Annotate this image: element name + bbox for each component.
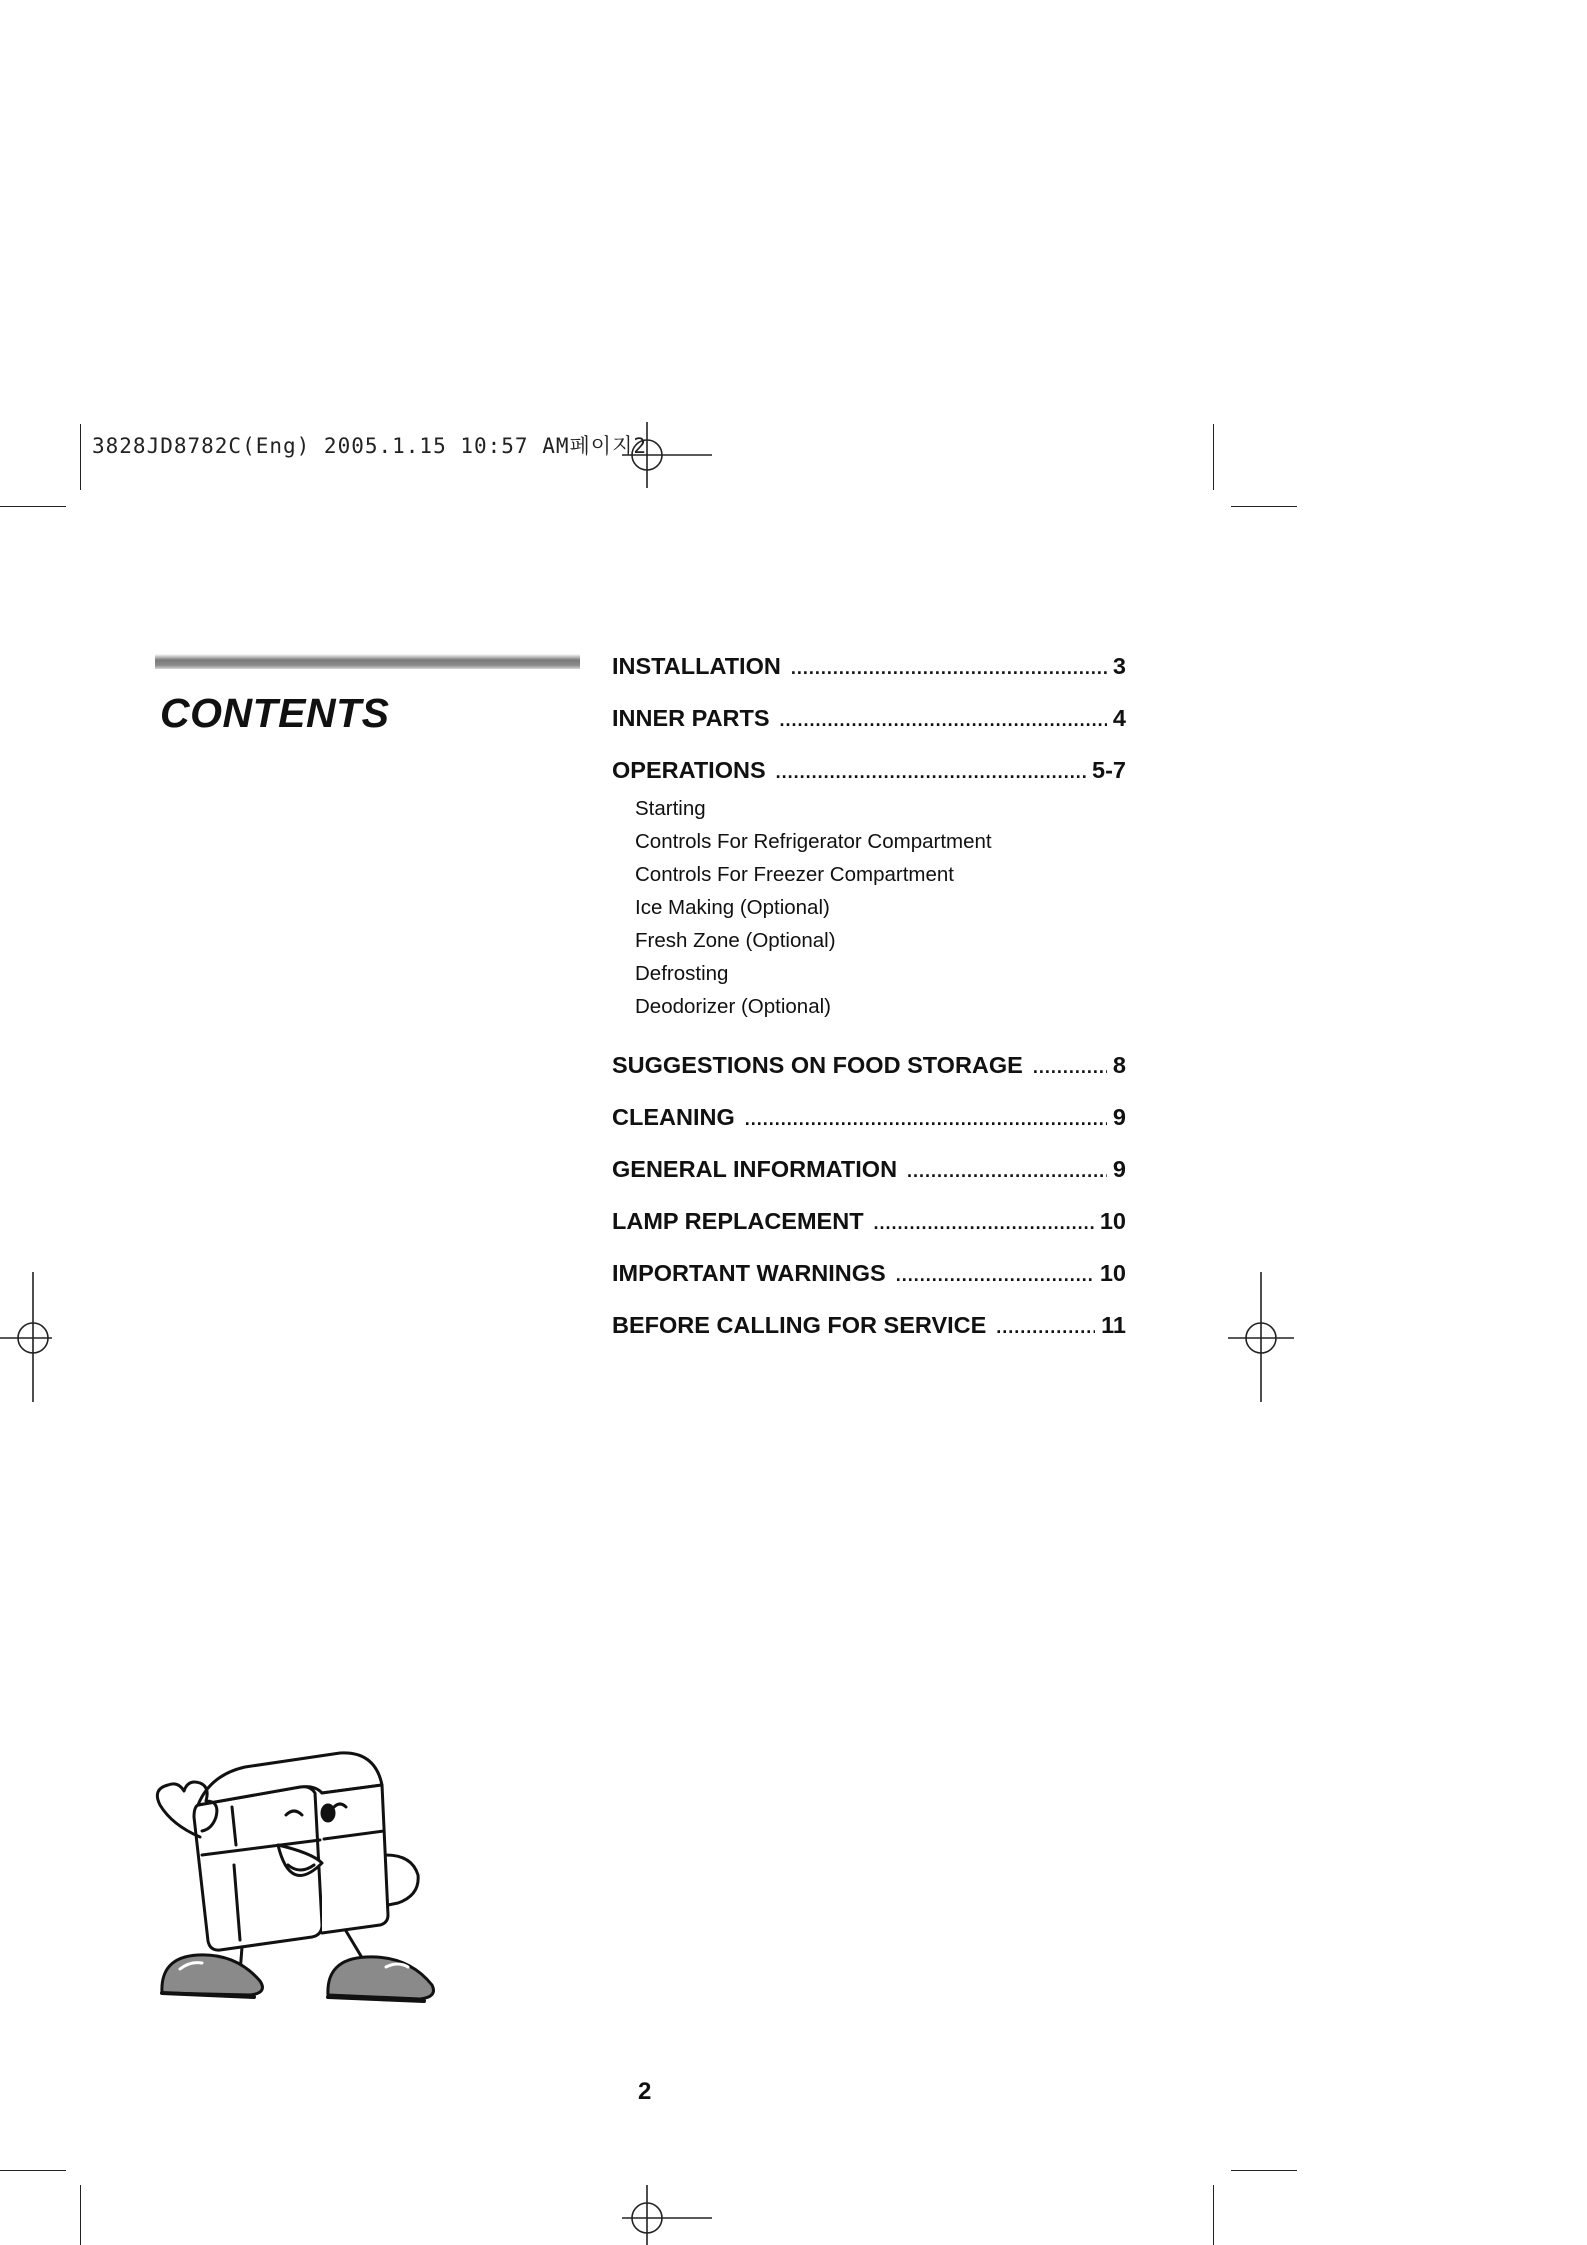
toc-entry-installation[interactable] (612, 646, 1126, 698)
toc-page: 10 (1099, 1208, 1126, 1234)
toc-entry-before-calling-service[interactable] (612, 1305, 1126, 1357)
toc-page: 9 (1112, 1104, 1126, 1130)
registration-crosshair-icon (622, 2185, 712, 2245)
refrigerator-mascot-icon (150, 1745, 480, 2010)
toc-entry-important-warnings[interactable] (612, 1253, 1126, 1305)
toc-entry-food-storage[interactable] (612, 1045, 1126, 1097)
toc-leader (874, 1203, 1094, 1243)
toc-subitem[interactable]: Defrosting (635, 962, 729, 985)
toc-leader (996, 1307, 1095, 1347)
toc-page: 3 (1112, 653, 1126, 679)
toc-leader (776, 752, 1086, 792)
toc-subitem[interactable]: Starting (635, 797, 706, 820)
toc-label: LAMP REPLACEMENT (612, 1208, 864, 1234)
toc-entry-inner-parts[interactable] (612, 698, 1126, 750)
toc-page: 4 (1112, 705, 1126, 731)
toc-leader (1033, 1047, 1107, 1087)
toc-label: GENERAL INFORMATION (612, 1156, 898, 1182)
table-of-contents (612, 646, 1126, 1357)
operations-subitems (612, 792, 1126, 1023)
toc-page: 11 (1101, 1312, 1126, 1338)
toc-leader (907, 1151, 1107, 1191)
toc-entry-general-information[interactable] (612, 1149, 1126, 1201)
title-bar (155, 654, 580, 669)
toc-label: IMPORTANT WARNINGS (612, 1260, 886, 1286)
page-number: 2 (638, 2078, 652, 2105)
toc-subitem[interactable]: Deodorizer (Optional) (635, 995, 831, 1018)
toc-label: CLEANING (612, 1104, 735, 1130)
toc-label: OPERATIONS (612, 757, 766, 783)
toc-leader (896, 1255, 1094, 1295)
toc-subitem[interactable]: Fresh Zone (Optional) (635, 929, 836, 952)
toc-subitem[interactable]: Controls For Refrigerator Compartment (635, 830, 992, 853)
toc-subitem[interactable]: Ice Making (Optional) (635, 896, 830, 919)
toc-label: INNER PARTS (612, 705, 770, 731)
registration-crosshair-icon (0, 1272, 60, 1402)
toc-page: 8 (1112, 1052, 1126, 1078)
toc-page: 10 (1099, 1260, 1126, 1286)
registration-crosshair-icon (1228, 1272, 1298, 1402)
toc-leader (791, 648, 1107, 688)
page-title: CONTENTS (160, 690, 390, 736)
toc-label: BEFORE CALLING FOR SERVICE (612, 1312, 987, 1338)
toc-subitem[interactable]: Controls For Freezer Compartment (635, 863, 954, 886)
toc-leader (780, 700, 1107, 740)
toc-label: INSTALLATION (612, 653, 781, 679)
toc-page: 5-7 (1092, 757, 1126, 783)
toc-entry-cleaning[interactable] (612, 1097, 1126, 1149)
toc-entry-lamp-replacement[interactable] (612, 1201, 1126, 1253)
toc-label: SUGGESTIONS ON FOOD STORAGE (612, 1052, 1023, 1078)
toc-leader (745, 1099, 1107, 1139)
toc-page: 9 (1112, 1156, 1126, 1182)
printer-slug: 3828JD8782C(Eng) 2005.1.15 10:57 AM페이지2 (92, 434, 648, 458)
